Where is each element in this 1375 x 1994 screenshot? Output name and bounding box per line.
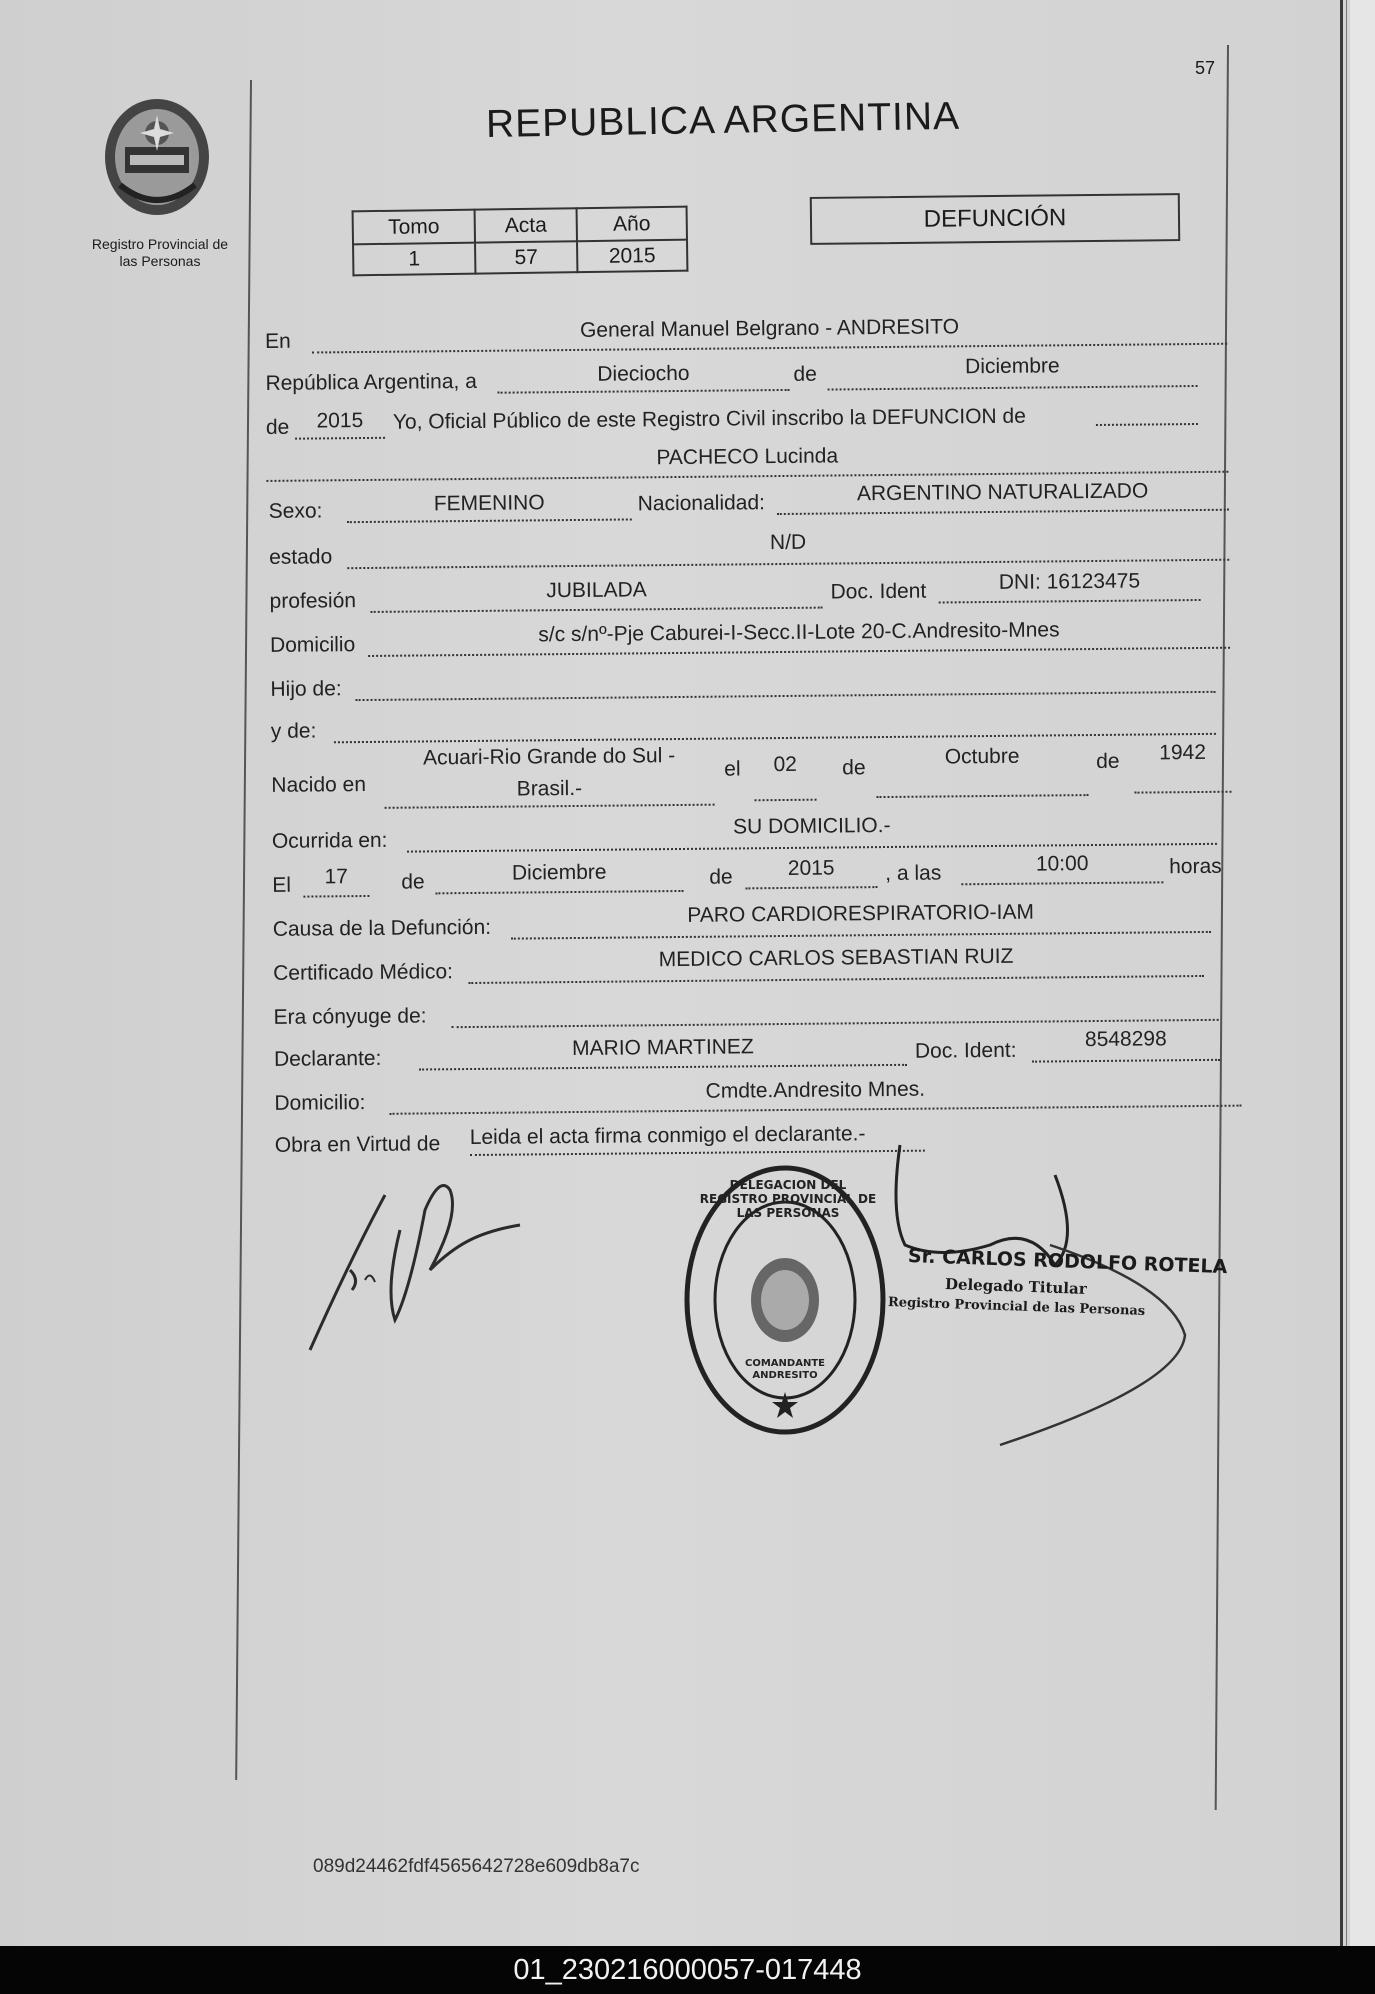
officer-title: Delegado Titular	[944, 1275, 1087, 1298]
field-ocurrida-en: SU DOMICILIO.-	[732, 813, 891, 839]
label-certificado: Certificado Médico:	[273, 960, 454, 985]
field-declarante: MARIO MARTINEZ	[571, 1035, 754, 1061]
line-lugar	[312, 343, 1227, 354]
label-de-anio: de	[265, 415, 290, 439]
label-de-def: de	[401, 870, 425, 894]
field-def-hora: 10:00	[1035, 852, 1089, 876]
line-hijo-de	[356, 691, 1216, 701]
field-mes: Diciembre	[965, 354, 1060, 379]
registry-line-2: las Personas	[119, 253, 201, 269]
label-republica: República Argentina, a	[265, 369, 477, 395]
line-conyuge	[452, 1019, 1219, 1028]
label-obra: Obra en Virtud de	[274, 1132, 441, 1157]
scan-footer-bar	[0, 1946, 1375, 1994]
field-y-de	[334, 703, 1216, 711]
field-domicilio: s/c s/nº-Pje Caburei-I-Secc.II-Lote 20-C.Andresito-Mnes	[538, 618, 1060, 647]
line-domicilio	[368, 647, 1230, 657]
seal-ring-text: DELEGACION DEL REGISTRO PROVINCIAL DE LAS PERSONAS	[699, 1178, 877, 1220]
field-def-anio: 2015	[787, 856, 835, 880]
label-horas: horas	[1169, 854, 1222, 879]
field-def-dia: 17	[324, 865, 349, 889]
line-def-dia	[303, 895, 369, 898]
officer-name: Sr. CARLOS RODOLFO ROTELA	[907, 1245, 1228, 1279]
line-nacionalidad	[777, 509, 1229, 515]
field-dni: DNI: 16123475	[998, 569, 1141, 594]
line-declarante	[419, 1064, 907, 1071]
label-profesion: profesión	[269, 589, 357, 613]
field-def-mes: Diciembre	[511, 860, 607, 885]
officer-organization: Registro Provincial de las Personas	[887, 1295, 1146, 1319]
line-sexo	[347, 518, 632, 523]
line-def-anio	[745, 886, 877, 889]
field-nac-mes: Octubre	[944, 744, 1020, 769]
label-causa: Causa de la Defunción:	[272, 915, 492, 941]
field-declarante-doc: 8548298	[1084, 1027, 1167, 1052]
field-nacido-line2: Brasil.-	[516, 776, 583, 801]
label-conyuge: Era cónyuge de:	[273, 1004, 427, 1029]
anio-value: 2015	[577, 240, 687, 273]
field-hijo-de	[355, 661, 1215, 669]
line-profesion	[371, 607, 823, 613]
field-nac-dia: 02	[773, 752, 797, 777]
line-def-hora	[961, 881, 1163, 885]
acta-value: 57	[475, 241, 577, 273]
line-yo-tail	[1096, 423, 1198, 426]
registry-line-1: Registro Provincial de	[91, 236, 229, 252]
line-def-mes	[435, 890, 683, 894]
label-y-de: y de:	[270, 719, 317, 743]
document-hash: 089d24462fdf4565642728e609db8a7c	[313, 1856, 640, 1877]
anio-header: Año	[577, 207, 687, 242]
field-profesion: JUBILADA	[546, 578, 647, 603]
field-nacido-line1: Acuari-Rio Grande do Sul -	[422, 744, 676, 770]
label-de: de	[793, 362, 817, 386]
label-de-nac: de	[842, 756, 866, 780]
label-sexo: Sexo:	[268, 499, 323, 523]
declarant-signature	[290, 1170, 540, 1360]
line-mes	[828, 385, 1198, 391]
line-certificado	[468, 975, 1204, 984]
label-declarante: Declarante:	[273, 1046, 382, 1071]
label-doc-ident-2: Doc. Ident:	[914, 1038, 1017, 1063]
field-nacionalidad: ARGENTINO NATURALIZADO	[856, 479, 1149, 506]
country-title: REPUBLICA ARGENTINA	[485, 94, 961, 146]
field-obra: Leida el acta firma conmigo el declarante.-	[469, 1122, 866, 1150]
field-nombre: PACHECO Lucinda	[656, 444, 839, 470]
line-estado	[347, 559, 1229, 569]
tomo-header: Tomo	[353, 210, 475, 245]
label-doc-ident: Doc. Ident	[830, 579, 927, 604]
label-de-nac-anio: de	[1096, 749, 1120, 773]
label-yo: Yo, Oficial Público de este Registro Civil inscribo la DEFUNCION de	[392, 404, 1026, 434]
line-anio	[295, 437, 385, 440]
line-declarante-domicilio	[390, 1105, 1242, 1115]
label-en: En	[264, 329, 291, 353]
field-sexo: FEMENINO	[433, 491, 545, 516]
field-declarante-domicilio: Cmdte.Andresito Mnes.	[705, 1077, 926, 1103]
line-nac-mes	[877, 794, 1089, 798]
seal-text-group	[680, 1160, 890, 1440]
line-nac-anio	[1134, 791, 1231, 794]
field-dia-letras: Dieciocho	[597, 361, 690, 386]
field-anio: 2015	[316, 409, 364, 433]
line-obra	[470, 1150, 925, 1156]
label-nacido-en: Nacido en	[271, 773, 367, 797]
line-nacido-en	[385, 804, 715, 809]
label-domicilio: Domicilio	[269, 633, 356, 657]
line-causa	[511, 931, 1211, 940]
field-estado: N/D	[769, 530, 807, 555]
field-conyuge	[451, 989, 1218, 996]
label-estado: estado	[269, 545, 333, 569]
label-domicilio-2: Domicilio:	[274, 1091, 366, 1115]
field-lugar: General Manuel Belgrano - ANDRESITO	[579, 315, 960, 342]
label-el: el	[724, 757, 741, 781]
tomo-value: 1	[353, 243, 475, 276]
line-dia	[498, 389, 790, 394]
label-de-def-anio: de	[709, 865, 733, 889]
label-el-cap: El	[272, 873, 292, 897]
line-y-de	[334, 733, 1216, 743]
seal-inner-text: COMANDANTE ANDRESITO	[745, 1358, 825, 1381]
label-ocurrida-en: Ocurrida en:	[271, 828, 388, 853]
label-a-las: , a las	[885, 861, 942, 886]
record-type-box: DEFUNCIÓN	[810, 193, 1180, 245]
line-declarante-doc	[1032, 1059, 1220, 1063]
page-number: 57	[1195, 58, 1216, 78]
line-nac-dia	[755, 799, 817, 802]
label-nacionalidad: Nacionalidad:	[637, 491, 766, 516]
label-hijo-de: Hijo de:	[270, 677, 342, 701]
line-dni	[939, 599, 1201, 604]
scan-id: 01_230216000057-017448	[513, 1954, 862, 1986]
field-causa: PARO CARDIORESPIRATORIO-IAM	[687, 900, 1034, 927]
field-nac-anio: 1942	[1159, 740, 1207, 765]
acta-header: Acta	[475, 208, 577, 242]
field-certificado: MEDICO CARLOS SEBASTIAN RUIZ	[658, 944, 1014, 972]
